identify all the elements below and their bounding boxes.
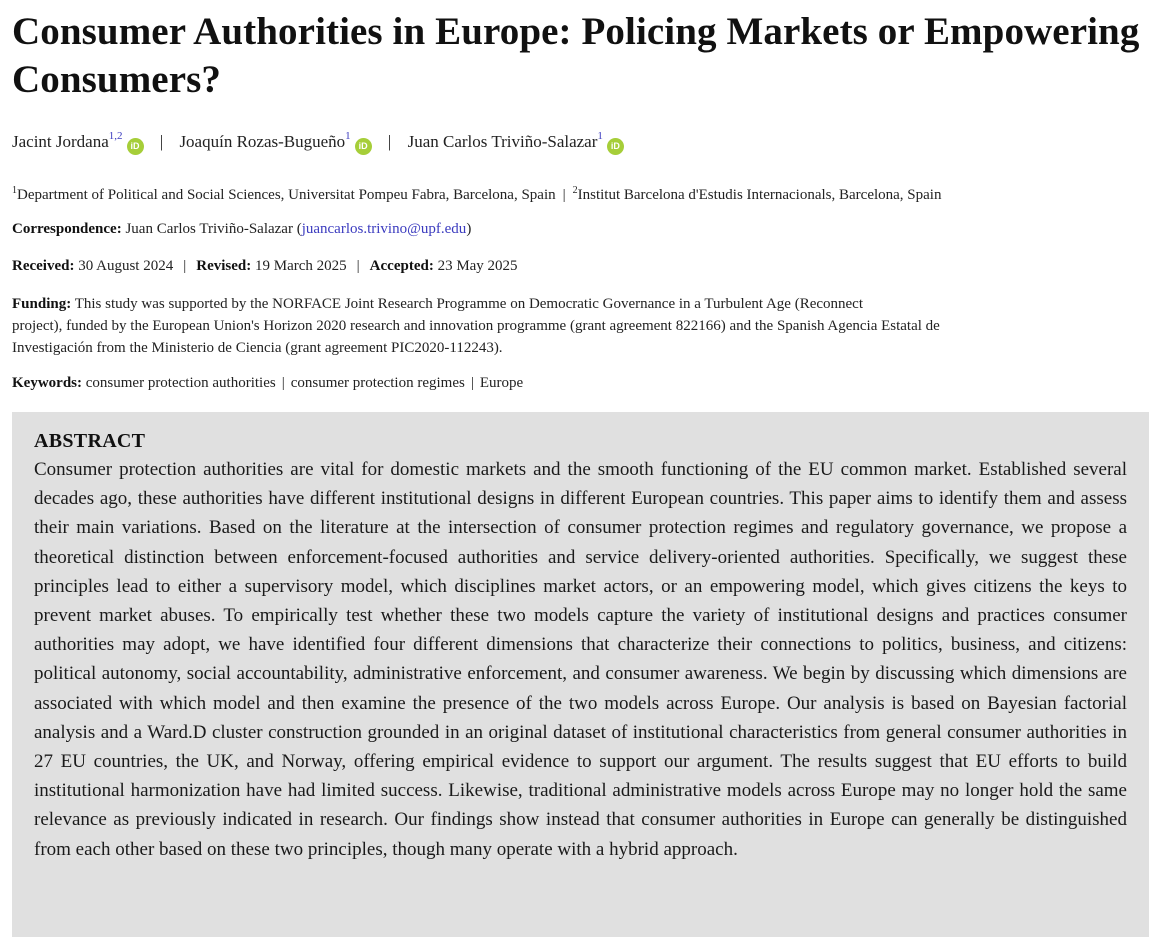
- affiliation-1: Department of Political and Social Sciences, Universitat Pompeu Fabra, Barcelona, Spain: [17, 186, 556, 203]
- author-affiliation-marker[interactable]: 1: [345, 130, 351, 142]
- keyword-separator: |: [470, 374, 474, 391]
- funding-line-3: Investigación from the Ministerio de Ciencia (grant agreement PIC2020-112243).: [12, 339, 503, 356]
- orcid-icon[interactable]: iD: [607, 138, 624, 155]
- abstract-heading: ABSTRACT: [34, 430, 146, 452]
- author-2: [179, 132, 371, 151]
- keyword-separator: |: [281, 374, 285, 391]
- author-list: [12, 126, 1152, 155]
- correspondence: Correspondence: Juan Carlos Triviño-Salazar (juancarlos.trivino@upf.edu): [12, 220, 472, 237]
- received-label: Received:: [12, 257, 75, 274]
- affiliations: [12, 181, 1152, 205]
- date-separator: |: [183, 257, 187, 274]
- accepted-date: 23 May 2025: [437, 257, 518, 274]
- keyword: consumer protection authorities: [85, 374, 276, 391]
- accepted-label: Accepted:: [369, 257, 434, 274]
- correspondence-label: Correspondence:: [12, 220, 122, 237]
- orcid-icon[interactable]: iD: [355, 138, 372, 155]
- keywords: [12, 373, 1152, 393]
- funding-statement: [12, 293, 1152, 359]
- author-separator: |: [387, 131, 392, 151]
- funding-label: Funding:: [12, 295, 72, 312]
- author-name: Joaquín Rozas-Bugueño: [179, 131, 346, 151]
- author-3: [408, 132, 624, 151]
- revised-label: Revised:: [196, 257, 252, 274]
- author-affiliation-marker[interactable]: 1,2: [108, 130, 123, 142]
- author-affiliation-marker[interactable]: 1: [597, 130, 603, 142]
- date-separator: |: [356, 257, 360, 274]
- correspondence-email-link[interactable]: juancarlos.trivino@upf.edu: [301, 220, 467, 237]
- correspondence-name: Juan Carlos Triviño-Salazar: [125, 220, 293, 237]
- keywords-label: Keywords:: [12, 374, 82, 391]
- article-title: Consumer Authorities in Europe: Policing Markets or Empowering Consumers?: [12, 10, 1140, 101]
- affiliation-marker: 1: [12, 184, 17, 196]
- article-front-matter: [12, 0, 1152, 393]
- author-separator: |: [159, 131, 164, 151]
- revised-date: 19 March 2025: [255, 257, 347, 274]
- article-dates: [12, 256, 1152, 276]
- affiliation-2: Institut Barcelona d'Estudis Internacionals, Barcelona, Spain: [577, 186, 942, 203]
- author-name: Jacint Jordana: [12, 131, 109, 151]
- funding-line-1: This study was supported by the NORFACE Joint Research Programme on Democratic Governance in a Turbulent Age (Reconnect: [74, 295, 864, 312]
- affiliation-separator: |: [562, 186, 566, 203]
- received-date: 30 August 2024: [78, 257, 174, 274]
- keyword: Europe: [479, 374, 524, 391]
- orcid-icon[interactable]: iD: [127, 138, 144, 155]
- abstract-box: [12, 412, 1149, 937]
- keyword: consumer protection regimes: [290, 374, 465, 391]
- affiliation-marker: 2: [572, 184, 578, 196]
- abstract-text: Consumer protection authorities are vital for domestic markets and the smooth functioning of the EU common market. Established several decades ago, these authorities have different institutional designs in different European countries. This paper aims to identify them and assess their main variations. Based on the literature at the intersection of consumer protection regimes and regulatory governance, we propose a theoretical distinction between enforcement-focused authorities and service delivery-oriented authorities. Specifically, we suggest these principles lead to either a supervisory model, which disciplines market actors, or an empowering model, which gives citizens the keys to prevent market abuses. To empirically test whether these two models capture the variety of institutional designs and practices consumer authorities may adopt, we have identified four different dimensions that characterize their connections to politics, business, and citizens: political autonomy, social accountability, administrative enforcement, and consumer awareness. We begin by discussing which dimensions are associated with which model and then examine the presence of the two models across Europe. Our analysis is based on Bayesian factorial analysis and a Ward.D cluster construction grounded in an original dataset of institutional characteristics from general consumer authorities in 27 EU countries, the UK, and Norway, offering empirical evidence to support our argument. The results suggest that EU efforts to build institutional harmonization have had limited success. Likewise, traditional administrative models across Europe may no longer hold the same relevance as previously indicated in research. Our findings show instead that consumer authorities in Europe can generally be distinguished from each other based on these two principles, though many operate with a hybrid approach.: [34, 459, 1127, 860]
- funding-line-2: project), funded by the European Union's Horizon 2020 research and innovation programme (grant agreement 822166) and the Spanish Agencia Estatal de: [12, 317, 940, 334]
- author-1: [12, 132, 144, 151]
- author-name: Juan Carlos Triviño-Salazar: [407, 131, 598, 151]
